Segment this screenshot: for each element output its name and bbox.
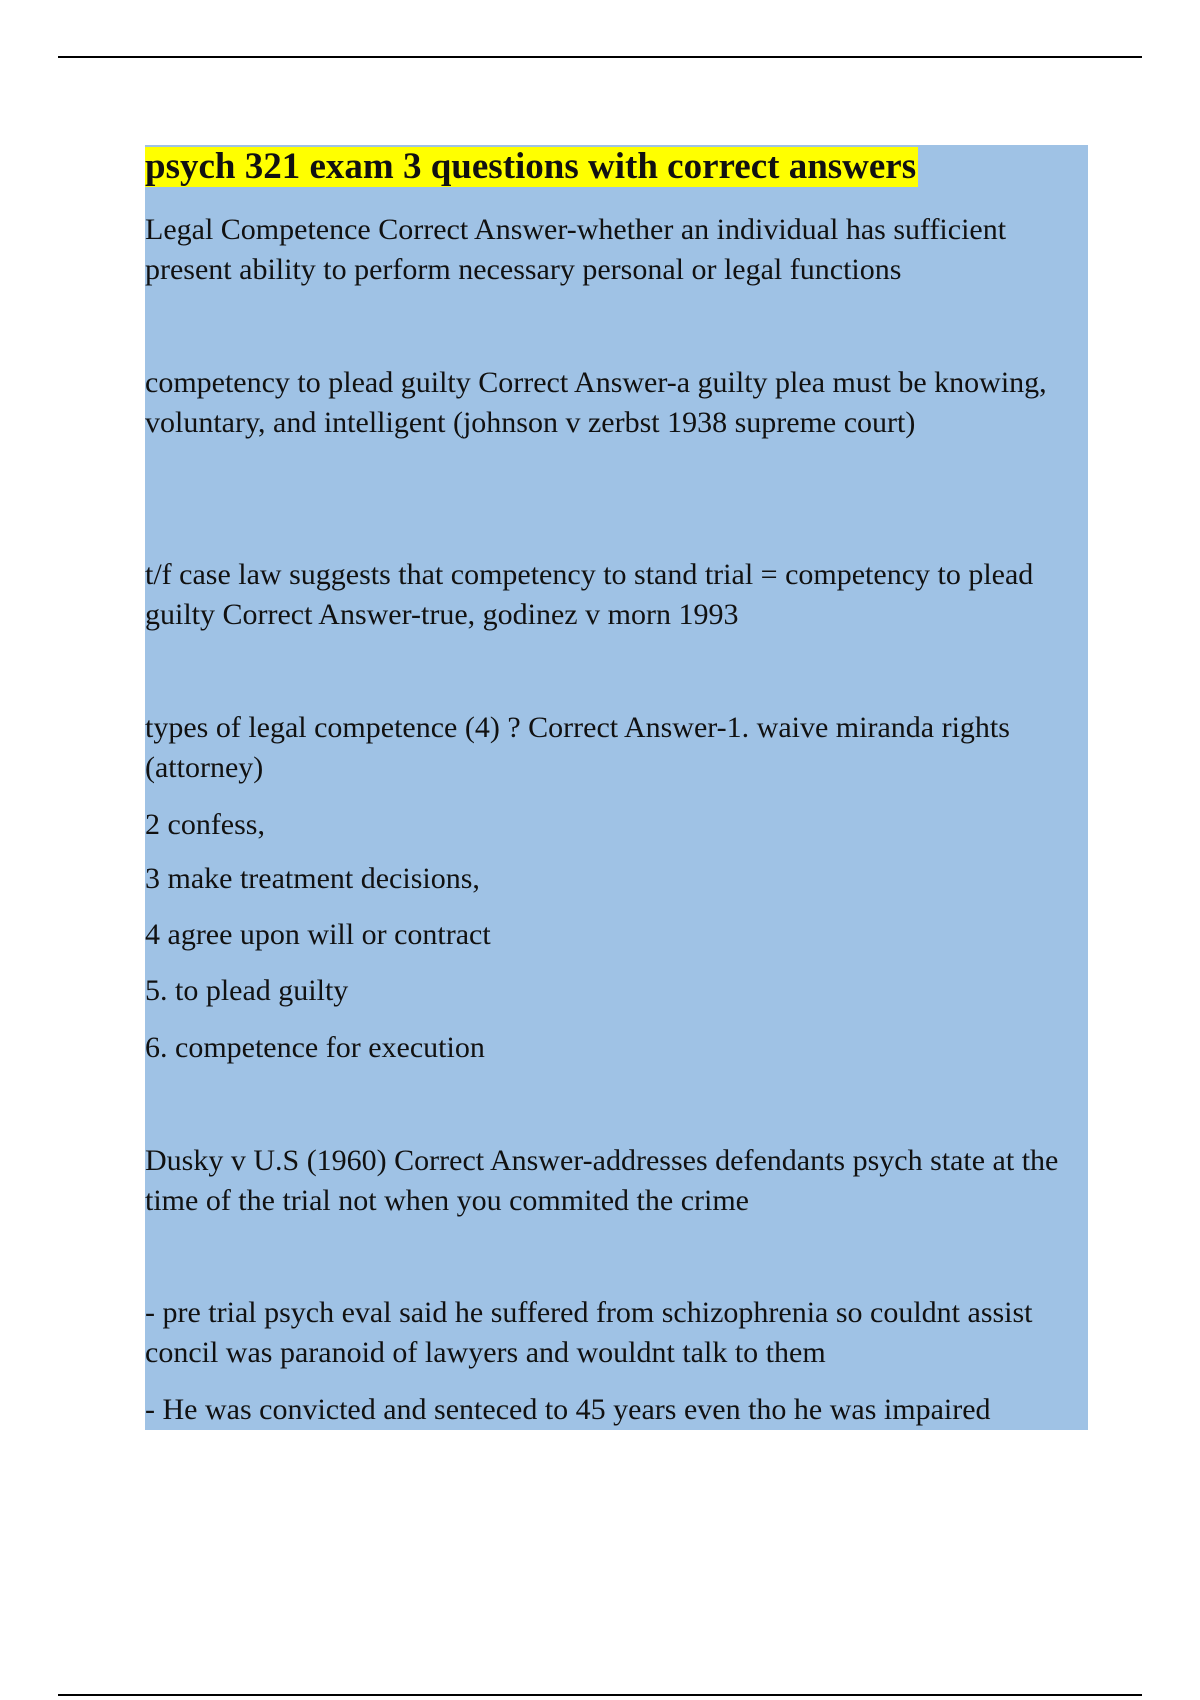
- paragraph-pre-trial-eval: - pre trial psych eval said he suffered from schizophrenia so couldnt assist concil was paranoid of lawyers and wouldnt talk to them: [145, 1296, 1033, 1369]
- paragraph-conviction: - He was convicted and senteced to 45 years even tho he was impaired: [145, 1393, 991, 1426]
- document-title: psych 321 exam 3 questions with correct answers: [145, 146, 917, 187]
- footer-rule: [58, 1694, 1142, 1696]
- header-rule: [58, 56, 1142, 58]
- list-item-competence-execution: 6. competence for execution: [145, 1031, 485, 1064]
- paragraph-true-false-case-law: t/f case law suggests that competency to stand trial = competency to plead guilty Correct Answer-true, godinez v morn 1993: [145, 558, 1034, 631]
- paragraph-competency-plead-guilty: competency to plead guilty Correct Answer-a guilty plea must be knowing, voluntary, and intelligent (johnson v zerbst 1938 supreme court): [145, 366, 1047, 439]
- list-item-treatment-decisions: 3 make treatment decisions,: [145, 862, 480, 895]
- paragraph-legal-competence: Legal Competence Correct Answer-whether an individual has sufficient present ability to perform necessary personal or legal functions: [145, 213, 1007, 286]
- list-item-plead-guilty: 5. to plead guilty: [145, 974, 349, 1007]
- paragraph-types-legal-competence: types of legal competence (4) ? Correct Answer-1. waive miranda rights (attorney): [145, 711, 1010, 784]
- list-item-will-or-contract: 4 agree upon will or contract: [145, 918, 491, 951]
- list-item-confess: 2 confess,: [145, 808, 265, 841]
- paragraph-dusky-v-us: Dusky v U.S (1960) Correct Answer-addresses defendants psych state at the time of the trial not when you commited the crime: [145, 1144, 1059, 1217]
- document-content-block: [145, 145, 1088, 1430]
